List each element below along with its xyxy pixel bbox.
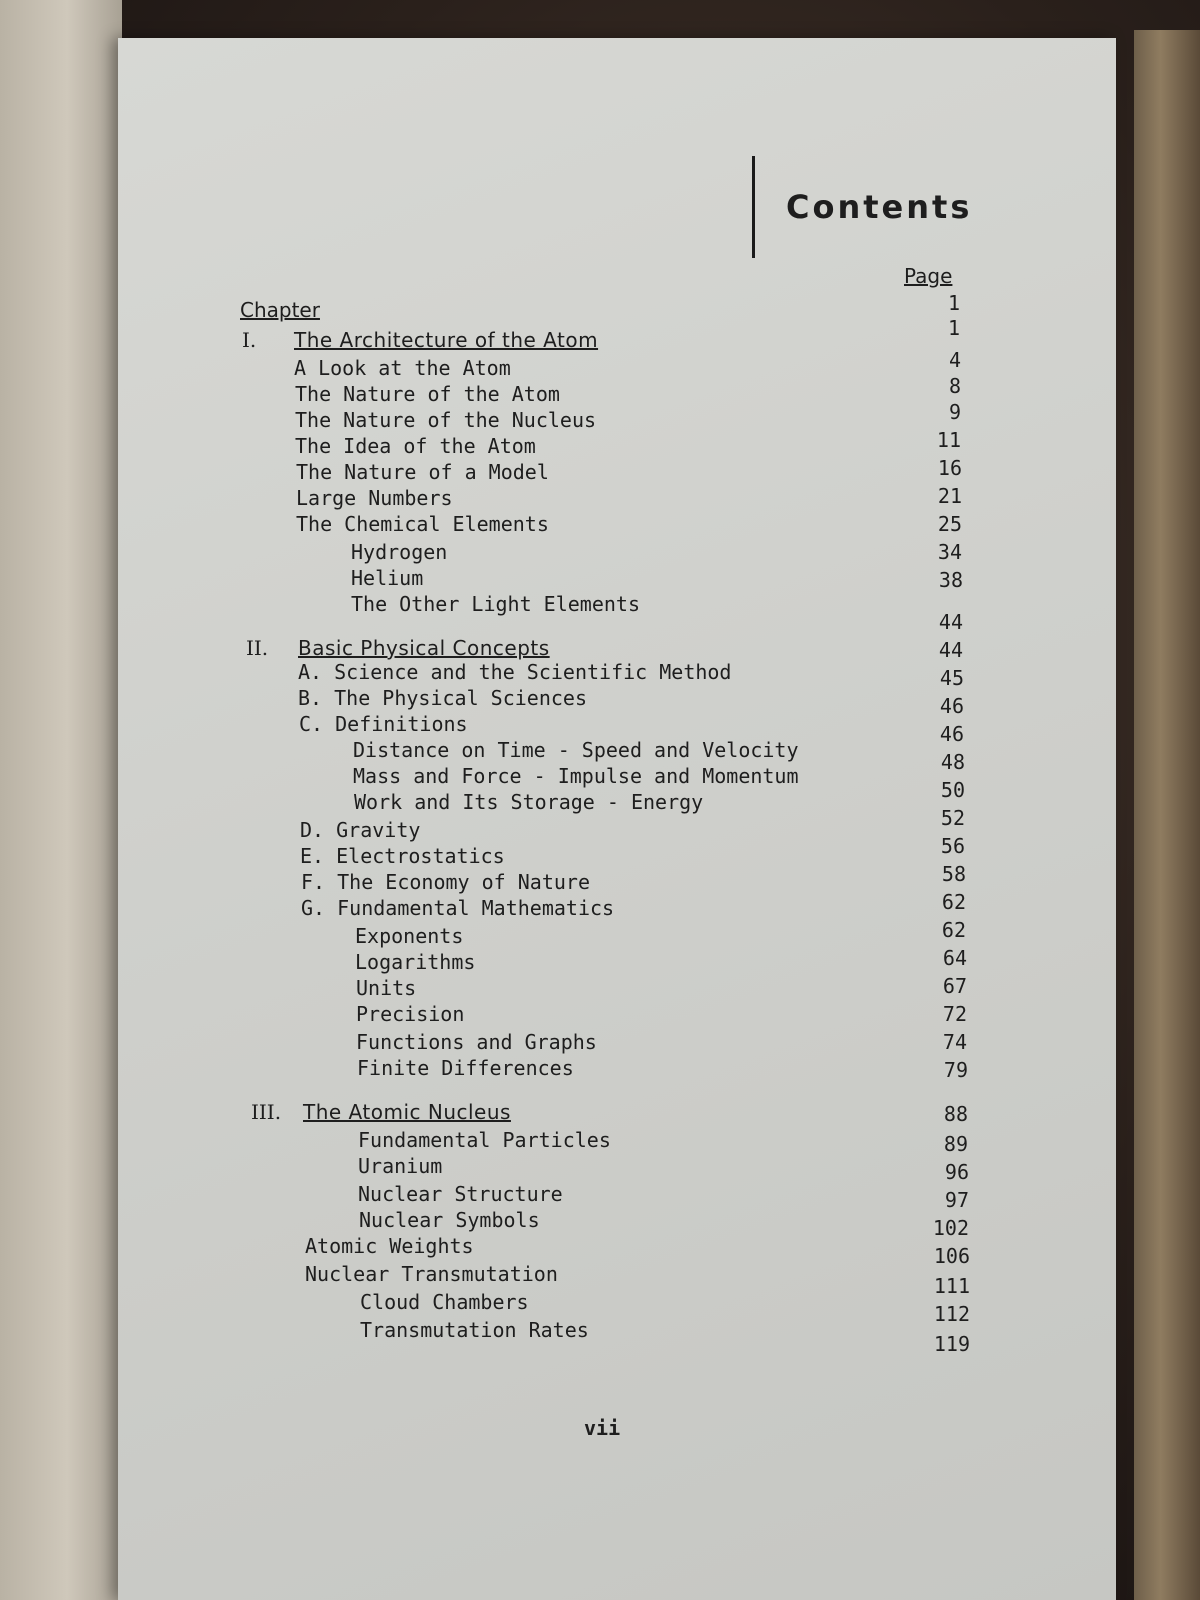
subsection-entry [356, 1030, 597, 1054]
entry-title: Work and Its Storage - Energy [354, 790, 704, 814]
entry-title: E. Electrostatics [300, 844, 505, 868]
subsection-entry [351, 566, 423, 590]
entry-title: The Architecture of the Atom [294, 328, 599, 352]
entry-title: Uranium [358, 1154, 443, 1178]
page-number: 72 [942, 1002, 967, 1026]
page-number: 50 [940, 778, 965, 802]
entry-title: Functions and Graphs [356, 1030, 597, 1054]
subsection-entry [351, 592, 640, 616]
page-number: 1 [947, 291, 960, 315]
section-entry [305, 1234, 474, 1258]
entry-title: Nuclear Transmutation [305, 1262, 558, 1286]
page-number: 44 [938, 638, 963, 662]
entry-title: The Idea of the Atom [295, 434, 536, 458]
entry-title: Cloud Chambers [360, 1290, 529, 1314]
page-number: 1 [947, 316, 960, 340]
entry-title: Basic Physical Concepts [298, 636, 550, 660]
subsection-entry [355, 950, 475, 974]
page-number: 89 [943, 1132, 968, 1156]
page-number: 16 [937, 456, 962, 480]
section-entry [300, 844, 505, 868]
page-number: 64 [942, 946, 967, 970]
page-number: 48 [940, 750, 965, 774]
page-number: 119 [933, 1332, 970, 1356]
page-folio: vii [584, 1416, 621, 1440]
page-stack-edge [1134, 30, 1200, 1600]
contents-page [118, 38, 1116, 1600]
chapter-heading [298, 636, 550, 660]
table-of-contents [118, 38, 1116, 1600]
subsection-entry [358, 1128, 611, 1152]
page-number: 11 [936, 428, 961, 452]
page-title: Contents [786, 188, 973, 226]
chapter-numeral: III. [251, 1100, 282, 1124]
entry-title: Hydrogen [351, 540, 448, 564]
page-number: 102 [932, 1216, 969, 1240]
section-entry [299, 712, 468, 736]
section-entry [295, 434, 536, 458]
subsection-entry [359, 1208, 540, 1232]
chapter-heading [303, 1100, 511, 1124]
chapter-column-header: Chapter [240, 298, 320, 322]
entry-title: Atomic Weights [305, 1234, 474, 1258]
page-number: 62 [941, 890, 966, 914]
chapter-numeral: I. [242, 328, 257, 352]
page-number: 67 [942, 974, 967, 998]
section-entry [300, 818, 420, 842]
page-number: 4 [948, 348, 961, 372]
page-number: 74 [942, 1030, 967, 1054]
entry-title: The Other Light Elements [351, 592, 640, 616]
entry-title: A. Science and the Scientific Method [298, 660, 732, 684]
chapter-heading [294, 328, 598, 352]
subsection-entry [355, 924, 463, 948]
subsection-entry [353, 764, 799, 788]
page-column-header: Page [904, 264, 953, 288]
entry-title: C. Definitions [299, 712, 468, 736]
entry-title: Exponents [355, 924, 464, 948]
page-number: 58 [941, 862, 966, 886]
entry-title: Transmutation Rates [360, 1318, 589, 1342]
subsection-entry [356, 1002, 464, 1026]
page-number: 62 [941, 918, 966, 942]
page-number: 112 [933, 1302, 970, 1326]
subsection-entry [353, 738, 799, 762]
page-number: 8 [948, 374, 961, 398]
section-entry [305, 1262, 558, 1286]
section-entry [295, 408, 596, 432]
page-number: 46 [939, 694, 964, 718]
section-entry [296, 512, 549, 536]
facing-page-edge [0, 0, 122, 1600]
page-number: 88 [943, 1102, 968, 1126]
page-number: 79 [943, 1058, 968, 1082]
entry-title: Mass and Force - Impulse and Momentum [353, 764, 799, 788]
section-entry [296, 486, 453, 510]
entry-title: Large Numbers [296, 486, 453, 510]
entry-title: A Look at the Atom [294, 356, 511, 380]
entry-title: Nuclear Structure [358, 1182, 563, 1206]
page-number: 25 [937, 512, 962, 536]
page-number: 9 [948, 400, 961, 424]
entry-title: G. Fundamental Mathematics [301, 896, 615, 920]
page-number: 97 [944, 1188, 969, 1212]
page-number: 45 [939, 666, 964, 690]
subsection-entry [358, 1182, 563, 1206]
chapter-numeral: II. [246, 636, 269, 660]
page-number: 34 [937, 540, 962, 564]
subsection-entry [360, 1318, 589, 1342]
page-number: 38 [938, 568, 963, 592]
subsection-entry [351, 540, 447, 564]
section-entry [294, 356, 511, 380]
page-number: 44 [938, 610, 963, 634]
section-entry [301, 870, 590, 894]
entry-title: Logarithms [355, 950, 476, 974]
section-entry [298, 660, 731, 684]
entry-title: Precision [356, 1002, 465, 1026]
section-entry [298, 686, 587, 710]
entry-title: D. Gravity [300, 818, 421, 842]
subsection-entry [356, 976, 416, 1000]
subsection-entry [357, 1056, 574, 1080]
entry-title: Nuclear Symbols [359, 1208, 540, 1232]
page-number: 46 [939, 722, 964, 746]
entry-title: The Chemical Elements [296, 512, 549, 536]
page-number: 106 [933, 1244, 970, 1268]
subsection-entry [354, 790, 703, 814]
subsection-entry [358, 1154, 442, 1178]
entry-title: The Nature of the Nucleus [295, 408, 597, 432]
entry-title: Fundamental Particles [358, 1128, 611, 1152]
entry-title: B. The Physical Sciences [298, 686, 587, 710]
entry-title: The Nature of a Model [296, 460, 549, 484]
page-number: 111 [933, 1274, 970, 1298]
entry-title: Units [356, 976, 417, 1000]
subsection-entry [360, 1290, 529, 1314]
entry-title: Distance on Time - Speed and Velocity [353, 738, 799, 762]
entry-title: Helium [351, 566, 424, 590]
page-number: 96 [944, 1160, 969, 1184]
page-number: 56 [940, 834, 965, 858]
section-entry [296, 460, 549, 484]
entry-title: The Nature of the Atom [295, 382, 560, 406]
section-entry [301, 896, 614, 920]
entry-title: The Atomic Nucleus [303, 1100, 511, 1124]
entry-title: F. The Economy of Nature [301, 870, 590, 894]
page-number: 52 [940, 806, 965, 830]
page-number: 21 [937, 484, 962, 508]
section-entry [295, 382, 560, 406]
entry-title: Finite Differences [357, 1056, 574, 1080]
